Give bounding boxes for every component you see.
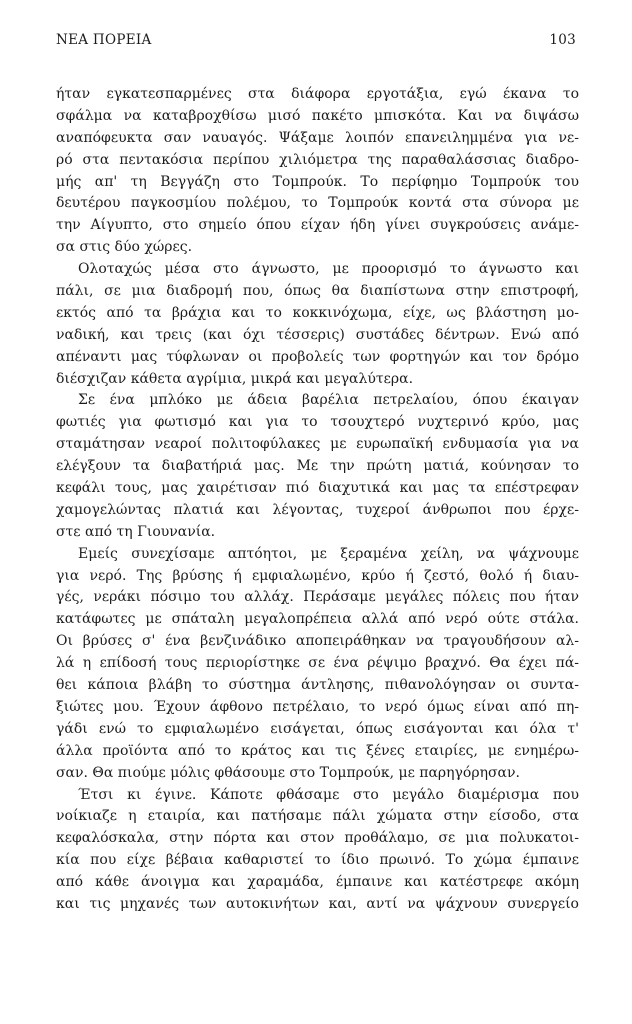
text-line: Οι βρύσες σ' ένα βενζινάδικο αποπειράθηκαν να τραγουδήσουν αλ- (56, 633, 579, 650)
text-line: γάδι ενώ το εμφιαλωμένο εισάγεται, όπως εισάγονται και όλα τ' (56, 720, 579, 737)
text-line: λά η επίδοσή τους περιορίστηκε σε ένα ρέψιμο βραχνό. Θα έχει πά- (56, 655, 579, 672)
text-line: αναπόφευκτα σαν ναυαγός. Ψάξαμε λοιπόν επανειλημμένα για νε- (56, 129, 579, 146)
text-line: θει κάποια βλάβη το σύστημα άντλησης, πιθανολόγησαν οι συντα- (56, 677, 579, 694)
text-line: εκτός από τα βράχια και το κοκκινόχωμα, είχε, ως βλάστηση μο- (56, 304, 579, 321)
text-line: ξιώτες μου. Έχουν άφθονο πετρέλαιο, το νερό όμως είναι από πη- (56, 698, 579, 715)
text-line: από κάθε άνοιγμα και χαραμάδα, έμπαινε και κατέστρεφε ακόμη (56, 874, 579, 891)
page-number: 103 (549, 32, 576, 48)
text-line: φωτιές για φωτισμό και για το τσουχτερό νυχτερινό κρύο, μας (56, 414, 579, 431)
text-line: κατάφωτες με σπάταλη μεγαλοπρέπεια αλλά από νερό ούτε στάλα. (56, 611, 579, 628)
text-line: και τις μηχανές των αυτοκινήτων και, αντί να ψάχνουν συνεργείο (56, 895, 579, 912)
text-line: Εμείς συνεχίσαμε απτόητοι, με ξεραμένα χείλη, να ψάχνουμε (78, 545, 579, 562)
text-line: γές, νεράκι πόσιμο του αλλάχ. Περάσαμε μεγάλες πόλεις που ήταν (56, 589, 579, 606)
text-line: την Αίγυπτο, στο σημείο όπου είχαν ήδη γίνει συγκρούσεις ανάμε- (56, 217, 579, 234)
text-line: για νερό. Της βρύσης ή εμφιαλωμένο, κρύο ή ζεστό, θολό ή διαυ- (56, 567, 579, 584)
text-line: χαμογελώντας πλατιά και λέγοντας, τυχεροί άνθρωποι που έρχε- (56, 501, 579, 518)
running-title: ΝΕΑ ΠΟΡΕΙΑ (56, 32, 152, 48)
text-line: κεφάλι τους, μας χαιρέτισαν πιό διαχυτικά και μας τα επέστρεφαν (56, 480, 579, 497)
text-line: Ολοταχώς μέσα στο άγνωστο, με προορισμό το άγνωστο και (78, 261, 579, 278)
text-line: απέναντι μας τύφλωναν οι προβολείς των φορτηγών και τον δρόμο (56, 348, 579, 365)
text-line: μής απ' τη Βεγγάζη στο Τομπρούκ. Το περίφημο Τομπρούκ του (56, 173, 579, 190)
running-header (56, 32, 576, 48)
text-line: Έτσι κι έγινε. Κάποτε φθάσαμε στο μεγάλο διαμέρισμα που (78, 786, 579, 803)
text-line: σταμάτησαν νεαροί πολιτοφύλακες με ευρωπαϊκή ενδυμασία για να (56, 436, 579, 453)
text-line: ήταν εγκατεσπαρμένες στα διάφορα εργοτάξια, εγώ έκανα το (56, 86, 579, 102)
text-line: Σε ένα μπλόκο με άδεια βαρέλια πετρελαίου, όπου έκαιγαν (78, 392, 579, 409)
text-line: ελέγξουν τα διαβατήριά μας. Με την πρώτη ματιά, κούνησαν το (56, 458, 579, 475)
text-line: άλλα προϊόντα από το κράτος και τις ξένες εταιρίες, με ενημέρω- (56, 742, 579, 759)
text-line: στε από τη Γιουνανία. (56, 523, 216, 540)
text-line: σφάλμα να καταβροχθίσω μισό πακέτο μπισκότα. Και να διψάσω (56, 107, 579, 124)
text-line: σαν. Θα πιούμε μόλις φθάσουμε στο Τομπρούκ, με παρηγόρησαν. (56, 764, 520, 781)
text-line: δευτέρου παγκοσμίου πολέμου, το Τομπρούκ κοντά στα σύνορα με (56, 195, 579, 212)
body-text (56, 84, 579, 916)
text-line: πάλι, σε μια διαδρομή που, όπως θα διαπίστωνα στην επιστροφή, (56, 283, 579, 300)
text-line: ναδική, και τρεις (και όχι τέσσερις) συστάδες δέντρων. Ενώ από (56, 326, 579, 343)
text-line: κία που είχε βέβαια καθαριστεί το ίδιο πρωινό. Το χώμα έμπαινε (56, 852, 579, 869)
text-line: διέσχιζαν κάθετα αγρίμια, μικρά και μεγαλύτερα. (56, 370, 414, 387)
text-line: κεφαλόσκαλα, στην πόρτα και στον προθάλαμο, σε μια πολυκατοι- (56, 830, 579, 847)
text-line: νοίκιαζε η εταιρία, και πατήσαμε πάλι χώματα στην είσοδο, στα (56, 808, 579, 825)
text-line: ρό στα πεντακόσια περίπου χιλιόμετρα της παραθαλάσσιας διαδρο- (56, 151, 579, 168)
text-line: σα στις δύο χώρες. (56, 239, 193, 256)
